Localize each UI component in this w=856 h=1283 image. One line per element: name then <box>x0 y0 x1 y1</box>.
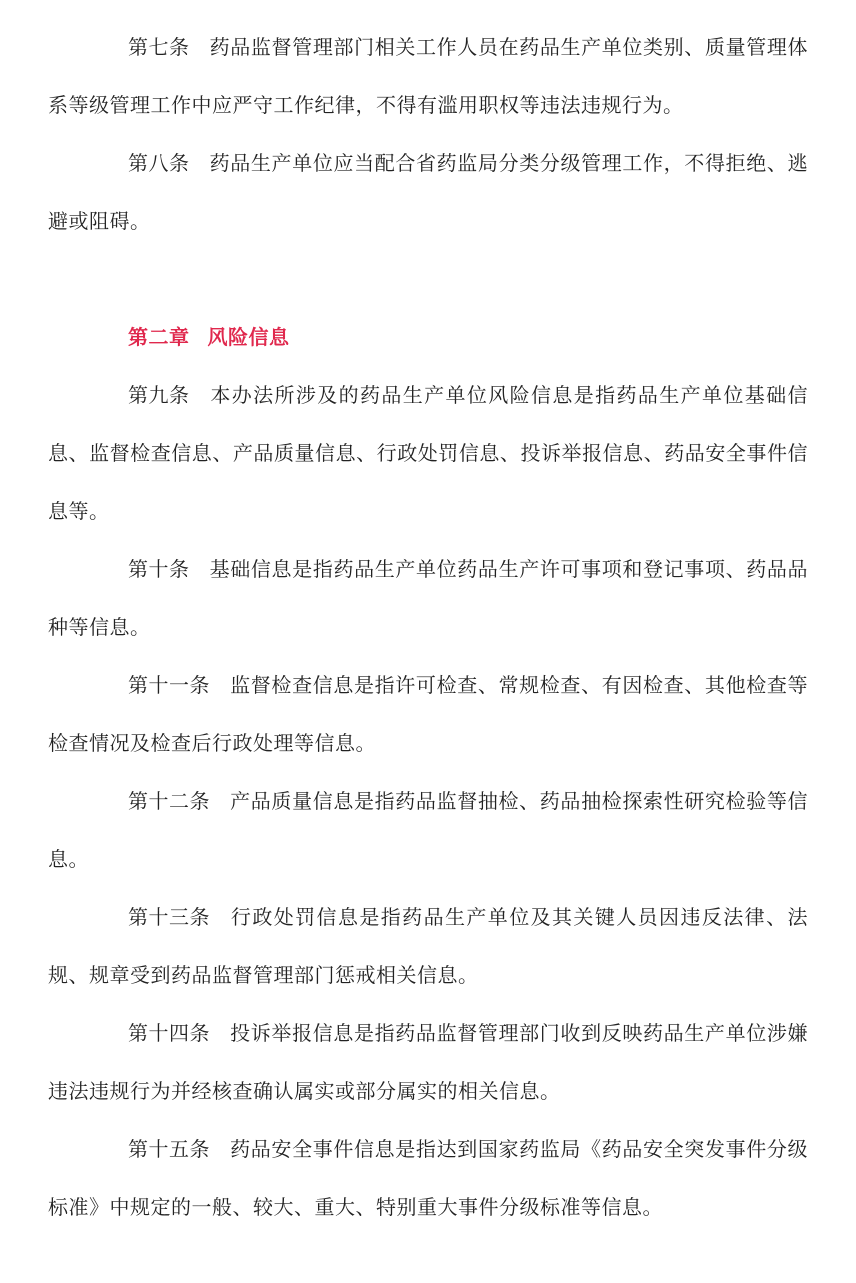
article-label: 第八条 <box>128 151 190 175</box>
article-label: 第十二条 <box>128 789 210 813</box>
chapter-heading <box>48 308 808 366</box>
article-10 <box>48 540 808 656</box>
document-body <box>48 18 808 1236</box>
article-label: 第十一条 <box>128 673 210 697</box>
article-text: 监督检查信息是指许可检查、常规检查、有因检查、其他检查等检查情况及检查后行政处理等信息。 <box>48 673 808 755</box>
article-7 <box>48 18 808 134</box>
article-text: 药品监督管理部门相关工作人员在药品生产单位类别、质量管理体系等级管理工作中应严守工作纪律，不得有滥用职权等违法违规行为。 <box>48 35 808 117</box>
article-text: 药品安全事件信息是指达到国家药监局《药品安全突发事件分级标准》中规定的一般、较大、重大、特别重大事件分级标准等信息。 <box>48 1137 808 1219</box>
article-label: 第十四条 <box>128 1021 210 1045</box>
article-text: 投诉举报信息是指药品监督管理部门收到反映药品生产单位涉嫌违法违规行为并经核查确认属实或部分属实的相关信息。 <box>48 1021 808 1103</box>
chapter-number: 第二章 <box>128 325 190 349</box>
article-12 <box>48 772 808 888</box>
article-13 <box>48 888 808 1004</box>
article-14 <box>48 1004 808 1120</box>
article-9 <box>48 366 808 540</box>
article-text: 行政处罚信息是指药品生产单位及其关键人员因违反法律、法规、规章受到药品监督管理部门惩戒相关信息。 <box>48 905 808 987</box>
article-label: 第十五条 <box>128 1137 210 1161</box>
article-8 <box>48 134 808 250</box>
article-text: 基础信息是指药品生产单位药品生产许可事项和登记事项、药品品种等信息。 <box>48 557 808 639</box>
chapter-title: 风险信息 <box>207 325 290 349</box>
article-15 <box>48 1120 808 1236</box>
article-label: 第九条 <box>128 383 190 407</box>
article-text: 药品生产单位应当配合省药监局分类分级管理工作，不得拒绝、逃避或阻碍。 <box>48 151 808 233</box>
article-label: 第十三条 <box>128 905 210 929</box>
article-label: 第十条 <box>128 557 190 581</box>
article-text: 产品质量信息是指药品监督抽检、药品抽检探索性研究检验等信息。 <box>48 789 808 871</box>
article-11 <box>48 656 808 772</box>
article-text: 本办法所涉及的药品生产单位风险信息是指药品生产单位基础信息、监督检查信息、产品质量信息、行政处罚信息、投诉举报信息、药品安全事件信息等。 <box>48 383 808 523</box>
article-label: 第七条 <box>128 35 190 59</box>
